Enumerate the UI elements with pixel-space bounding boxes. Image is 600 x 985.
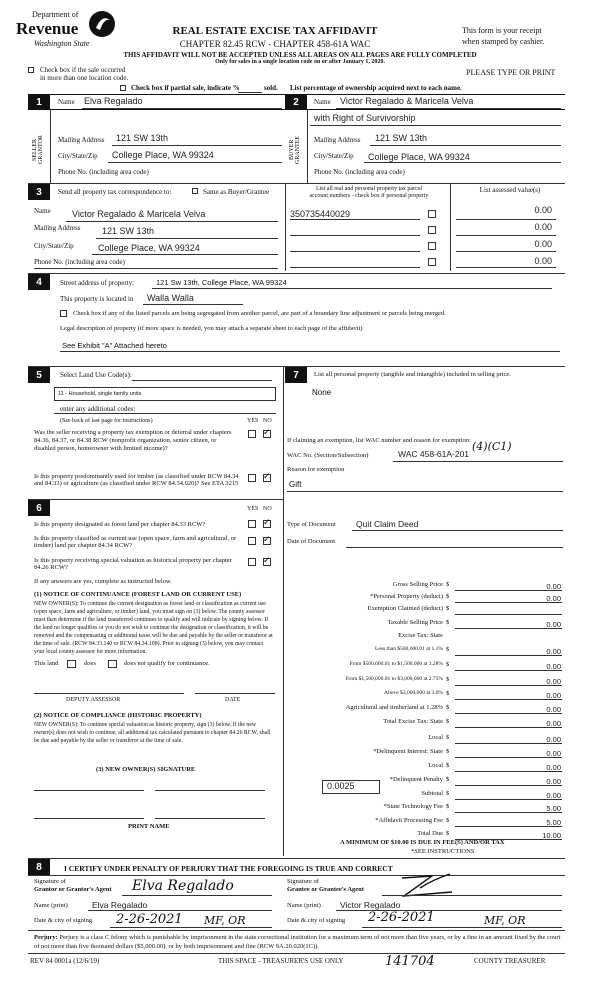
- new-owner-signature-label: (3) NEW OWNER(S) SIGNATURE: [96, 766, 196, 773]
- assessed-header: List assessed value(s): [479, 186, 541, 194]
- grantee-date-line: [362, 927, 562, 928]
- this-land-label: This land: [34, 660, 59, 667]
- tax-row-dollar-17: $: [446, 817, 450, 824]
- additional-codes-label: enter any additional codes:: [60, 405, 136, 413]
- s2-phone-label: Phone No. (including area code): [314, 168, 405, 176]
- certify-text: I CERTIFY UNDER PENALTY OF PERJURY THAT THE FOREGOING IS TRUE AND CORRECT: [64, 864, 393, 873]
- exhibit-value[interactable]: See Exhibit "A" Attached hereto: [62, 341, 167, 350]
- tax-row-dollar-12: $: [446, 748, 450, 755]
- assessed-value-2[interactable]: 0.00: [534, 222, 552, 232]
- s2-city-label: City/State/Zip: [314, 152, 354, 160]
- wac-subsection-handwritten: (4)(C1): [472, 440, 512, 453]
- s1-mail-line: [112, 145, 282, 146]
- land-use-label: Select Land Use Code(s):: [60, 371, 132, 379]
- tax-row-dollar-13: $: [446, 762, 450, 769]
- tax-row-dollar-9: $: [446, 704, 450, 711]
- s1-name-label: Name: [58, 98, 75, 106]
- does-label: does: [84, 660, 96, 667]
- s3-name-value[interactable]: Victor Regalado & Maricela Velva: [72, 209, 206, 219]
- tax-row-dollar-6: $: [446, 661, 450, 668]
- grantor-name-line: [88, 910, 272, 911]
- form-title: REAL ESTATE EXCISE TAX AFFIDAVIT: [172, 25, 378, 37]
- land-use-code-value: 11 - Household, single family units: [58, 391, 142, 397]
- s2-name-line: [336, 108, 561, 109]
- grantee-sig-label-1: Signature of: [287, 878, 319, 885]
- notice-continuance-title: (1) NOTICE OF CONTINUANCE (FOREST LAND OR CURRENT USE): [34, 591, 242, 598]
- s6-q2-no-check-icon: ✓: [263, 534, 271, 544]
- washington-state-label: Washington State: [34, 39, 90, 48]
- tax-row-label-16: *State Technology Fee: [383, 803, 443, 810]
- tax-row-value-9[interactable]: 0.00: [546, 705, 561, 714]
- tax-row-label-14: *Delinquent Penalty: [389, 776, 443, 783]
- assessed-value-4[interactable]: 0.00: [534, 256, 552, 266]
- tax-row-label-10: Total Excise Tax: State: [383, 718, 443, 725]
- s2-name-value-2[interactable]: with Right of Survivorship: [314, 113, 416, 123]
- s3-top-rule: [28, 183, 565, 184]
- minimum-due-note: A MINIMUM OF $10.00 IS DUE IN FEE(S) AND/OR TAX: [340, 839, 505, 846]
- s5-q2-no-check-icon: ✓: [263, 471, 271, 481]
- tax-row-value-0[interactable]: 0.00: [546, 582, 561, 591]
- s3-city-value[interactable]: College Place, WA 99324: [98, 243, 200, 253]
- s4-top-rule: [28, 273, 565, 274]
- s6-top-rule: [28, 499, 283, 500]
- s5-question-2: Is this property predominantly used for timber (as classified under RCW 84.34 and 84.33) or agriculture (as classified under RCW 84.34.020)? See ETA 3215: [34, 473, 239, 487]
- tax-row-label-8: Above $3,000,000 at 3.0%: [384, 690, 443, 696]
- s3-phone-label: Phone No. (including area code): [34, 258, 125, 266]
- grantee-name-value[interactable]: Victor Regalado: [340, 900, 401, 910]
- section-5-badge: 5: [28, 367, 50, 383]
- s3-city-label: City/State/Zip: [34, 242, 74, 250]
- personal-property-value[interactable]: None: [312, 388, 332, 397]
- s3-name-line: [66, 221, 278, 222]
- multi-location-label-1: Check box if the sale occurred: [40, 66, 126, 74]
- s3-col-divider-2: [450, 183, 451, 271]
- personal-property-checkbox-1[interactable]: [428, 210, 436, 218]
- tax-row-value-18[interactable]: 10.00: [542, 831, 561, 840]
- tax-row-dollar-11: $: [446, 734, 450, 741]
- reason-value[interactable]: Gift: [289, 480, 302, 489]
- perjury-text: Perjury is a class C felony which is punishable by imprisonment in the state correctional institution for a maximum term of not more than five years, or by a fine in an amount fixed by the court of not more than five thousand dollars ($5,000.00), or by both imprisonment and fine (RCW 9A.20.020(1C)).: [34, 934, 561, 950]
- dor-swirl-icon: [88, 10, 116, 38]
- land-does-not-checkbox[interactable]: [108, 660, 117, 668]
- tax-row-label-7: From $1,500,000.01 to $3,000,000 at 2.75%: [345, 676, 443, 682]
- s1-name-line: [82, 108, 282, 109]
- county-treasurer-label: COUNTY TREASURER: [474, 957, 546, 965]
- s2-name-label: Name: [314, 98, 331, 106]
- s8-top-rule: [28, 858, 565, 859]
- assessed-line-2: [456, 235, 556, 236]
- deputy-assessor-line: [34, 693, 184, 694]
- grantor-name-label: Name (print): [34, 902, 68, 909]
- receipt-line-2: when stamped by cashier.: [462, 37, 545, 46]
- personal-property-checkbox-3[interactable]: [428, 242, 436, 250]
- tax-row-value-3[interactable]: 0.00: [546, 620, 561, 629]
- personal-property-checkbox-4[interactable]: [428, 258, 436, 266]
- grantor-sig-label-1: Signature of: [34, 878, 66, 885]
- grantor-city-value[interactable]: MF, OR: [204, 914, 246, 927]
- same-as-buyer-label: Same as Buyer/Grantee: [203, 188, 270, 196]
- tax-row-value-11[interactable]: 0.00: [546, 735, 561, 744]
- s8-sub-rule: [28, 875, 565, 876]
- assessed-line-1: [456, 219, 556, 220]
- section-2-badge: 2: [285, 94, 307, 110]
- s1-side-divider: [50, 110, 51, 184]
- tax-row-dollar-5: $: [446, 646, 450, 653]
- notice-compliance-title: (2) NOTICE OF COMPLIANCE (HISTORIC PROPERTY): [34, 712, 202, 719]
- section-1-badge: 1: [28, 94, 50, 110]
- only-text: Only for sales in a single location code on or after January 1, 2020.: [215, 59, 385, 65]
- s1-phone-label: Phone No. (including area code): [58, 168, 149, 176]
- seller-grantor-label: SELLER GRANTOR: [32, 135, 44, 165]
- s3-mail-line: [96, 238, 278, 239]
- section-6-badge: 6: [28, 500, 50, 516]
- s3-col-divider-1: [285, 183, 286, 271]
- tax-row-label-5: Less than $500,000.01 at 1.1%: [375, 646, 443, 652]
- notice-continuance-text: NEW OWNER(S): To continue the current designation as forest land or classification as current use (open space, farm and agriculture, or timber) land, you must sign on (3) below. The county assessor must then determine if the land transferred continues to qualify and will indicate by signing below. If the land no longer qualifies or you do not wish to continue the designation or classification, it will be removed and the compensating or additional taxes will be due and payable by the seller or transferor at the time of sale. (RCW 84.33.140 or RCW 84.34.108). Prior to signing (3) below, you may contact your local county assessor for more information.: [34, 601, 273, 655]
- partial-pct-field[interactable]: [238, 92, 262, 93]
- doc-type-value[interactable]: Quit Claim Deed: [356, 519, 419, 529]
- street-line: [152, 288, 552, 289]
- s3-city-line: [92, 254, 278, 255]
- s6-q3-no-check-icon: ✓: [263, 555, 271, 565]
- print-name-line-1[interactable]: [34, 818, 144, 819]
- treasurer-use-label: THIS SPACE - TREASURER'S USE ONLY: [218, 957, 344, 965]
- tax-row-label-12: *Delinquent Interest: State: [373, 748, 443, 755]
- tax-row-label-9: Agricultural and timberland at 1.28%: [345, 704, 443, 711]
- tax-row-dollar-10: $: [446, 718, 450, 725]
- tax-row-label-11: Local: [428, 734, 443, 741]
- legal-line-1: [60, 351, 560, 352]
- grantor-name-value[interactable]: Elva Regalado: [92, 900, 148, 910]
- tax-row-dollar-8: $: [446, 690, 450, 697]
- deputy-date-label: DATE: [225, 697, 241, 703]
- s6-q1-yes[interactable]: [248, 520, 256, 528]
- s3-mail-label: Mailing Address: [34, 224, 81, 232]
- tax-row-value-10[interactable]: 0.00: [546, 719, 561, 728]
- perjury-statement: [34, 933, 564, 951]
- s6-any-yes-note: If any answers are yes, complete as instructed below.: [34, 578, 172, 585]
- located-label: This property is located in: [60, 295, 134, 303]
- tax-row-value-7[interactable]: 0.00: [546, 677, 561, 686]
- reason-label: Reason for exemption: [287, 466, 345, 473]
- treasurer-handwritten-number: 141704: [385, 954, 435, 969]
- s6-q1-no-check-icon: ✓: [263, 517, 271, 527]
- doc-type-line: [352, 530, 563, 531]
- tax-row-value-12[interactable]: 0.00: [546, 749, 561, 758]
- s6-q2-yes[interactable]: [248, 537, 256, 545]
- s6-no-header: NO: [263, 506, 272, 512]
- tax-row-dollar-2: $: [446, 605, 450, 612]
- doc-date-label: Date of Document: [287, 538, 336, 545]
- tax-row-label-15: Subtotal: [421, 790, 443, 797]
- grantee-sig-label-2: Grantee or Grantee's Agent: [287, 886, 364, 893]
- percentage-note: List percentage of ownership acquired next to each name.: [290, 84, 462, 92]
- personal-property-label: List all personal property (tangible and intangible) included in selling price.: [314, 371, 511, 378]
- s2-name2-line: [310, 125, 561, 126]
- s2-name-value[interactable]: Victor Regalado & Maricela Velva: [340, 96, 474, 106]
- tax-row-value-6[interactable]: 0.00: [546, 662, 561, 671]
- tax-row-value-14[interactable]: 0.00: [546, 777, 561, 786]
- s2-city-value[interactable]: College Place, WA 99324: [368, 152, 470, 162]
- s5-question-1: Was the seller receiving a property tax exemption or deferral under chapters 84.36, 84.37, or 84.38 RCW (nonprofit organization, senior citizen, or disabled person, homeowner with limited income)?: [34, 429, 232, 452]
- s2-side-divider: [307, 110, 308, 184]
- tax-row-line-2: [455, 614, 562, 615]
- footer-bottom-rule: [28, 953, 565, 954]
- s1-mail-label: Mailing Address: [58, 136, 105, 144]
- s6-question-1: Is this property designated as forest land per chapter 84.33 RCW?: [34, 521, 206, 528]
- parcel-line-2: [290, 235, 420, 236]
- sold-label: sold.: [264, 84, 278, 92]
- assessed-value-3[interactable]: 0.00: [534, 239, 552, 249]
- revenue-wordmark: Revenue: [16, 19, 79, 38]
- s3-phone-line: [34, 268, 278, 269]
- tax-row-value-5[interactable]: 0.00: [546, 647, 561, 656]
- s1-mail-value[interactable]: 121 SW 13th: [116, 133, 169, 143]
- s5-no-header: NO: [263, 418, 272, 424]
- form-chapter: CHAPTER 82.45 RCW - CHAPTER 458-61A WAC: [179, 39, 371, 49]
- parcel-number-1[interactable]: 350735440029: [290, 209, 351, 219]
- s2-city-line: [364, 162, 561, 163]
- tax-row-label-3: Taxable Selling Price: [387, 619, 443, 626]
- perjury-label: Perjury:: [34, 934, 58, 941]
- parcel-line-4: [290, 267, 420, 268]
- tax-row-value-16[interactable]: 5.00: [546, 804, 561, 813]
- grantor-date-line: [110, 927, 272, 928]
- new-owner-sig-line-1[interactable]: [34, 790, 144, 791]
- assessed-value-1[interactable]: 0.00: [534, 205, 552, 215]
- doc-type-label: Type of Document: [287, 521, 336, 528]
- legal-desc-label: Legal description of property (if more space is needed, you may attach a separate sheet to each page of the affidavit): [60, 325, 363, 332]
- receipt-line-1: This form is your receipt: [462, 26, 542, 35]
- parcel-line-3: [290, 251, 420, 252]
- s6-yes-header: YES: [247, 506, 259, 512]
- street-value[interactable]: 121 Sw 13th, College Place, WA 99324: [156, 278, 287, 287]
- tax-row-dollar-3: $: [446, 619, 450, 626]
- tax-row-label-0: Gross Selling Price: [392, 581, 443, 588]
- land-does-checkbox[interactable]: [67, 660, 76, 668]
- partial-sale-label: Check box if partial sale, indicate %: [131, 84, 240, 92]
- revision-label: REV 84 0001a (12/6/19): [30, 957, 100, 965]
- s3-mail-value[interactable]: 121 SW 13th: [102, 226, 155, 236]
- tax-row-dollar-7: $: [446, 676, 450, 683]
- deputy-assessor-label: DEPUTY ASSESSOR: [66, 697, 121, 703]
- tax-row-dollar-0: $: [446, 581, 450, 588]
- buyer-grantee-label: BUYER GRANTEE: [289, 136, 301, 164]
- partial-sale-checkbox[interactable]: [120, 85, 126, 91]
- land-use-top-line: [132, 380, 272, 381]
- tax-row-dollar-1: $: [446, 593, 450, 600]
- parcel-header-2: account numbers - check box if personal property: [309, 193, 429, 199]
- grantor-sig-label-2: Grantor or Grantor's Agent: [34, 886, 112, 893]
- s6-question-2: Is this property classified as current use (open space, farm and agricultural, or timber) land per chapter 84.34 RCW?: [34, 535, 237, 549]
- dor-logo: [10, 8, 120, 52]
- doc-date-line: [346, 547, 563, 548]
- tax-row-value-17[interactable]: 5.00: [546, 818, 561, 827]
- segregated-label: Check box if any of the listed parcels are being segregated from another parcel, are part of a boundary line adjustment or parcels being merged.: [73, 310, 446, 317]
- tax-row-label-4: Excise Tax: State: [398, 632, 443, 639]
- section-3-badge: 3: [28, 184, 50, 200]
- street-label: Street address of property:: [60, 279, 135, 287]
- located-value[interactable]: Walla Walla: [147, 293, 194, 303]
- grantor-date-value[interactable]: 2-26-2021: [116, 912, 183, 927]
- wac-line: [393, 461, 563, 462]
- assessed-line-3: [456, 251, 556, 252]
- s2-mail-value[interactable]: 121 SW 13th: [375, 133, 428, 143]
- tax-row-label-13: Local: [428, 762, 443, 769]
- same-as-buyer-checkbox[interactable]: [192, 188, 198, 194]
- s7-divider: [283, 366, 284, 856]
- tax-row-value-15[interactable]: 0.00: [546, 791, 561, 800]
- s1-city-label: City/State/Zip: [58, 152, 98, 160]
- tax-row-dollar-14: $: [446, 776, 450, 783]
- s1-city-line: [108, 162, 282, 163]
- multi-location-label-2: in more than one location code.: [40, 74, 129, 82]
- s6-question-3: Is this property receiving special valuation as historical property per chapter 84.26 RCW?: [34, 557, 232, 571]
- multi-location-checkbox[interactable]: [28, 67, 34, 73]
- please-type-label: PLEASE TYPE OR PRINT: [466, 68, 556, 77]
- wac-question: If claiming an exemption, list WAC number and reason for exemption:: [287, 437, 471, 444]
- parcel-line-1: [290, 219, 420, 220]
- does-not-label: does not qualify for continuance.: [124, 660, 210, 667]
- grantor-signature[interactable]: Elva Regalado: [132, 878, 234, 894]
- reason-line: [287, 491, 563, 492]
- dept-label: Department of: [32, 10, 79, 19]
- wac-number-value[interactable]: WAC 458-61A-201: [398, 449, 470, 459]
- notice-compliance-text: NEW OWNER(S): To continue special valuation as historic property, sign (3) below. If the new owner(s) does not wish to continue, all additional tax calculated pursuant to chapter 84.26 RCW, shall be due and payable by the seller or transferor at the time of sale.: [34, 722, 271, 744]
- tax-row-label-6: From $500,000.01 to $1,500,000 at 1.28%: [349, 661, 443, 667]
- tax-row-value-1[interactable]: 0.00: [546, 594, 561, 603]
- see-back-label: (See back of last page for instructions): [60, 418, 153, 424]
- print-name-line-2[interactable]: [155, 818, 265, 819]
- warning-text: THIS AFFIDAVIT WILL NOT BE ACCEPTED UNLESS ALL AREAS ON ALL PAGES ARE FULLY COMPLETED: [123, 51, 477, 59]
- parcel-header-1: List all real and personal property tax parcel: [315, 186, 423, 192]
- tax-row-label-18: Total Due: [417, 830, 443, 837]
- footer-top-rule: [28, 930, 565, 931]
- section-4-badge: 4: [28, 274, 50, 290]
- s5-yes-header: YES: [247, 418, 259, 424]
- personal-property-checkbox-2[interactable]: [428, 226, 436, 234]
- s5-q1-yes[interactable]: [248, 430, 256, 438]
- tax-row-label-1: *Personal Property (deduct): [370, 593, 443, 600]
- s1-city-value[interactable]: College Place, WA 99324: [112, 150, 214, 160]
- s3-send-label: Send all property tax correspondence to:: [58, 188, 172, 196]
- s2-mail-line: [370, 145, 561, 146]
- s6-q3-yes[interactable]: [248, 558, 256, 566]
- s2-mail-label: Mailing Address: [314, 136, 361, 144]
- tax-row-label-2: Exemption Claimed (deduct): [367, 605, 443, 612]
- print-name-label: PRINT NAME: [128, 823, 170, 830]
- grantee-city-value[interactable]: MF, OR: [484, 914, 526, 927]
- grantor-date-label: Date & city of signing: [34, 917, 93, 924]
- s1-name-value[interactable]: Elva Regalado: [84, 96, 143, 106]
- grantee-name-label: Name (print): [287, 902, 321, 909]
- tax-row-dollar-18: $: [446, 830, 450, 837]
- deputy-date-line: [195, 693, 275, 694]
- grantee-sig-line: [382, 895, 562, 896]
- tax-row-dollar-16: $: [446, 803, 450, 810]
- new-owner-sig-line-2[interactable]: [155, 790, 265, 791]
- s5-q2-yes[interactable]: [248, 474, 256, 482]
- s5-q1-no-check-icon: ✓: [263, 427, 271, 437]
- grantee-date-value[interactable]: 2-26-2021: [368, 910, 435, 925]
- grantor-sig-line: [122, 895, 272, 896]
- tax-row-value-8[interactable]: 0.00: [546, 691, 561, 700]
- grantee-date-label: Date & city of signing: [287, 917, 346, 924]
- see-instructions-note: *SEE INSTRUCTIONS: [411, 848, 475, 855]
- wac-number-label: WAC No. (Section/Subsection): [287, 452, 369, 459]
- local-rate-value: 0.0025: [327, 781, 355, 791]
- s3-name-label: Name: [34, 207, 51, 215]
- tax-row-label-17: *Affidavit Processing Fee: [375, 817, 443, 824]
- tax-row-dollar-15: $: [446, 790, 450, 797]
- additional-codes-line: [54, 413, 276, 414]
- assessed-line-4: [456, 267, 556, 268]
- tax-row-value-13[interactable]: 0.00: [546, 763, 561, 772]
- section-8-badge: 8: [28, 859, 50, 875]
- located-line: [143, 304, 243, 305]
- segregated-checkbox[interactable]: [60, 310, 67, 317]
- section-7-badge: 7: [285, 367, 307, 383]
